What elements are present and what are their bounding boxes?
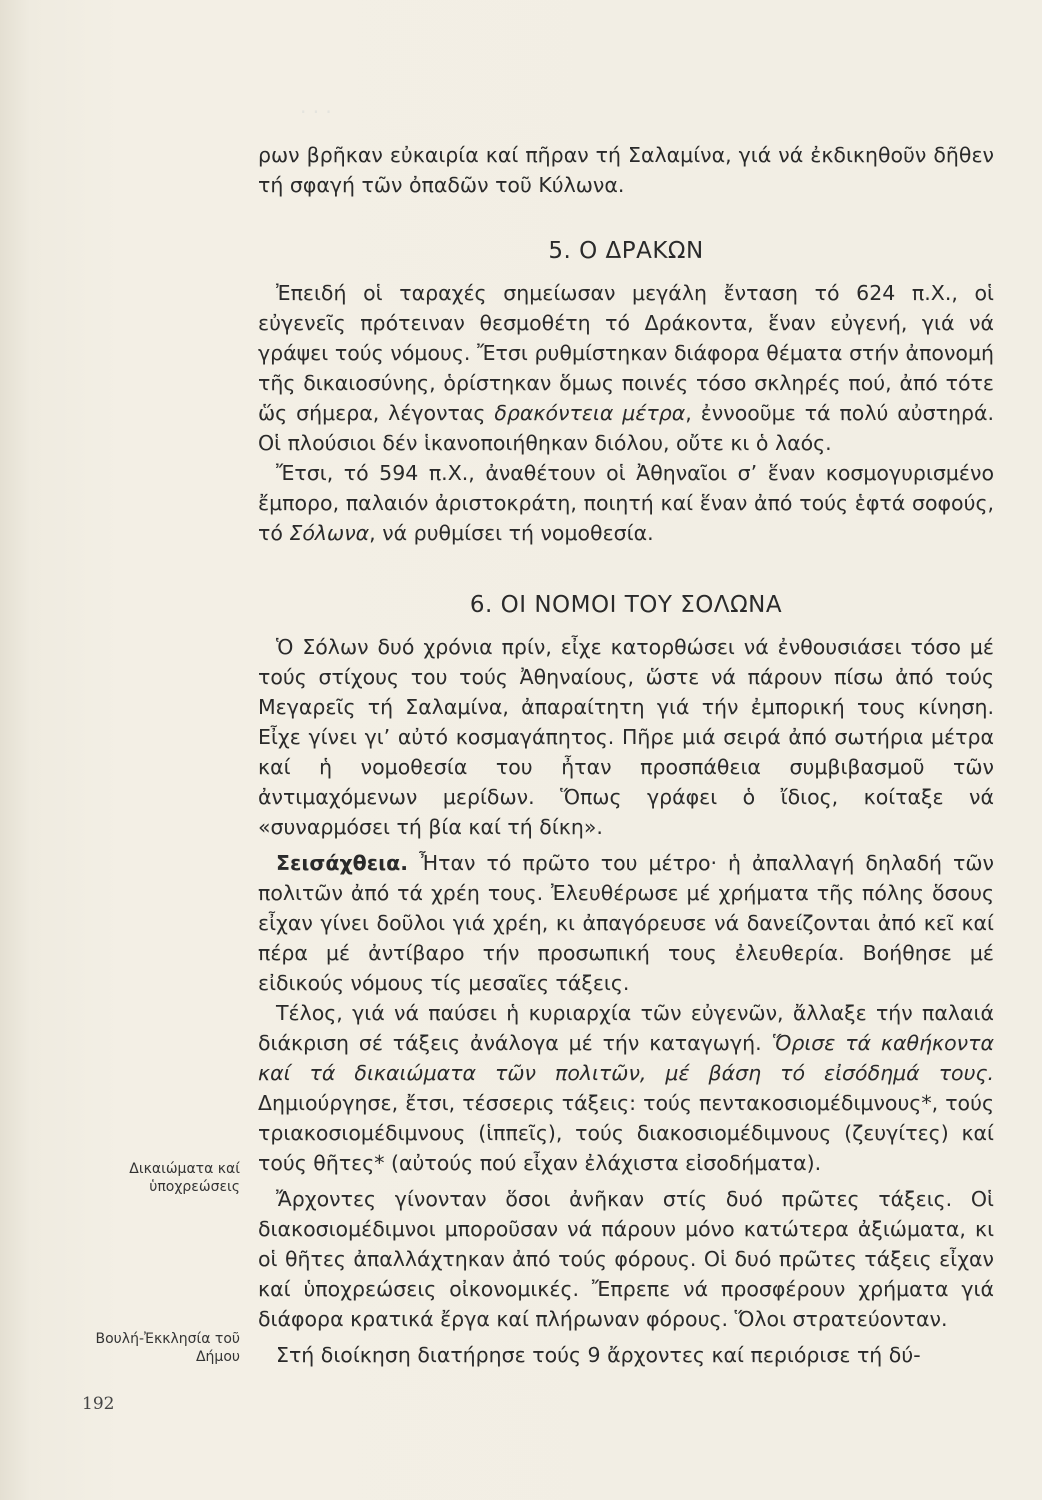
section-6-paragraph-5: Στή διοίκηση διατήρησε τούς 9 ἄρχοντες καί περιόρισε τή δύ- — [276, 1343, 921, 1367]
s5p2-italic: Σόλωνα — [289, 521, 370, 545]
section-5-heading: 5. Ο ΔΡΑΚΩΝ — [548, 238, 704, 264]
section-6-paragraph-2 — [258, 848, 994, 998]
page-number: 192 — [82, 1394, 115, 1414]
main-text-column — [258, 140, 994, 1370]
section-6-paragraph-1: Ὁ Σόλων δυό χρόνια πρίν, εἶχε κατορθώσει νά ἐνθουσιάσει τόσο μέ τούς στίχους του τούς Ἀθηναίους, ὥστε νά πάρουν πίσω ἀπό τούς Μεγαρεῖς τή Σαλαμίνα, ἀπαραίτητη γιά τήν ἐμπορική τους κίνηση. Εἶχε γίνει γι’ αὐτό κοσμαγάπητος. Πῆρε μιά σειρά ἀπό σωτήρια μέτρα καί ἡ νομοθεσία του ἦταν προσπάθεια συμβιβασμοῦ τῶν ἀντιμαχόμενων μερίδων. Ὅπως γράφει ὁ ἴδιος, κοίταξε νά «συναρμόσει τή βία καί τή δίκη». — [258, 635, 994, 839]
sidenote-rights: Δικαιώματα καί ὑποχρεώσεις — [129, 1161, 240, 1195]
section-6-heading: 6. ΟΙ ΝΟΜΟΙ ΤΟΥ ΣΟΛΩΝΑ — [469, 592, 783, 618]
section-5-paragraph-1 — [258, 278, 994, 458]
sidenote-boule: Βουλή-Ἐκκλησία τοῦ Δήμου — [95, 1331, 240, 1365]
section-6-paragraph-3 — [258, 998, 994, 1178]
s5p1-start: Ἐπειδή οἱ ταραχές σημείωσαν μεγάλη ἔνταση τό 624 π.Χ., οἱ εὐγενεῖς πρότειναν θεσμοθέτη τό Δράκοντα, ἕναν εὐγενή, γιά νά γράψει τούς νόμους. Ἔτσι ρυθμίστηκαν διάφορα θέματα στήν ἀπονομή τῆς δικαιοσύνης, ὁρίστηκαν ὅμως ποινές τόσο σκληρές πού, ἀπό τότε ὥς σήμερα, λέγοντας — [258, 281, 994, 425]
s5p1-end: , ἐννοοῦμε τά πολύ αὐστηρά. Οἱ πλούσιοι δέν ἱκανοποιήθηκαν διόλου, οὔτε κι ὁ λαός. — [258, 401, 995, 455]
s5p2-end: , νά ρυθμίσει τή νομοθεσία. — [369, 521, 654, 545]
s6p2-text: Ἦταν τό πρῶτο του μέτρο· ἡ ἀπαλλαγή δηλαδή τῶν πολιτῶν ἀπό τά χρέη τους. Ἐλευθέρωσε μέ χρήματα τῆς πόλης ὅσους εἶχαν γίνει δοῦλοι γιά χρέη, κι ἀπαγόρευσε νά δανείζονται ἀπό κεῖ καί πέρα μέ ἀντίβαρο τήν προσωπική τους ἐλευθερία. Βοήθησε μέ εἰδικούς νόμους τίς μεσαῖες τάξεις. — [258, 851, 994, 995]
s6p3-end: Δημιούργησε, ἔτσι, τέσσερις τάξεις: τούς πεντακοσιομέδιμνους*, τούς τριακοσιομέδιμνους (ἱππεῖς), τούς διακοσιομέδιμνους (ζευγίτες) καί τούς θῆτες* (αὐτούς πού εἶχαν ἐλάχιστα εἰσοδήματα). — [258, 1091, 994, 1175]
s5p1-italic: δρακόντεια μέτρα — [494, 401, 686, 425]
seisachtheia-term: Σεισάχθεια. — [276, 851, 409, 875]
bleed-through-text: · · · — [300, 100, 332, 124]
section-6-paragraph-4: Ἄρχοντες γίνονταν ὅσοι ἀνῆκαν στίς δυό πρῶτες τάξεις. Οἱ διακοσιομέδιμνοι μποροῦσαν νά πάρουν μόνο κατώτερα ἀξιώματα, κι οἱ θῆτες ἀπαλλάχτηκαν ἀπό τούς φόρους. Οἱ δυό πρῶτες τάξεις εἶχαν καί ὑποχρεώσεις οἰκονομικές. Ἔπρεπε νά προσφέρουν χρήματα γιά διάφορα κρατικά ἔργα καί πλήρωναν φόρους. Ὅλοι στρατεύονταν. — [258, 1187, 994, 1331]
section-5-paragraph-2 — [258, 458, 994, 548]
s6p3-start: Τέλος, γιά νά παύσει ἡ κυριαρχία τῶν εὐγενῶν, ἄλλαξε τήν παλαιά διάκριση σέ τάξεις ἀνάλογα μέ τήν καταγωγή. — [258, 1001, 994, 1055]
s6p3-italic: Ὅρισε τά καθήκοντα καί τά δικαιώματα τῶν πολιτῶν, μέ βάση τό εἰσόδημά τους. — [258, 1031, 994, 1085]
s5p2-start: Ἔτσι, τό 594 π.Χ., ἀναθέτουν οἱ Ἀθηναῖοι σ’ ἕναν κοσμογυρισμένο ἔμπορο, παλαιόν ἀριστοκράτη, ποιητή καί ἕναν ἀπό τούς ἑφτά σοφούς, τό — [258, 461, 994, 545]
intro-paragraph: ρων βρῆκαν εὐκαιρία καί πῆραν τή Σαλαμίνα, γιά νά ἐκδικηθοῦν δῆθεν τή σφαγή τῶν ὀπαδῶν τοῦ Κύλωνα. — [258, 143, 994, 197]
